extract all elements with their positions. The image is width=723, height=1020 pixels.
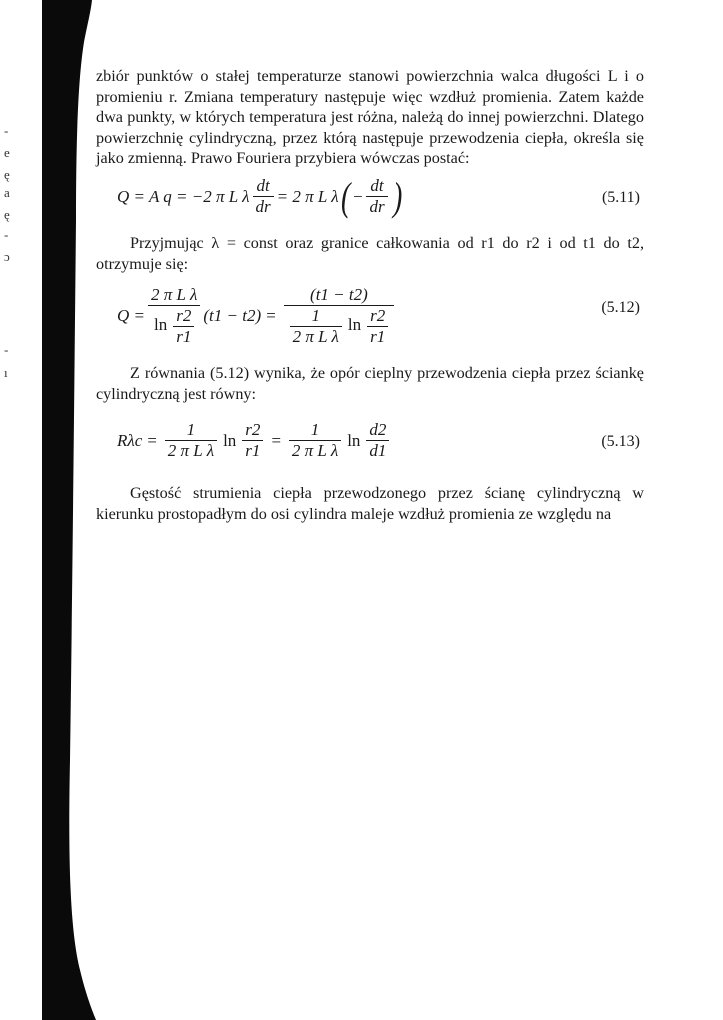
eq-denominator: 2 π L λ <box>289 440 341 461</box>
paragraph: Gęstość strumienia ciepła przewodzonego przez ścianę cylindryczną w kierunku prostopadłym do osi cylindra maleje wzdłuż promienia ze względu na <box>96 484 644 523</box>
edge-mark: a <box>4 185 10 200</box>
eq-lhs: Rλc <box>117 430 143 450</box>
eq-denominator: 2 π L λ <box>165 440 217 461</box>
equation-number: (5.12) <box>601 299 640 316</box>
eq-numerator: 2 π L λ <box>151 285 198 304</box>
eq-minus: − <box>351 186 364 206</box>
eq-denominator: r1 <box>242 440 263 461</box>
edge-mark: - <box>4 123 9 138</box>
eq-numerator: r2 <box>370 306 386 325</box>
eq-numerator: dt <box>256 176 270 195</box>
eq-numerator: (t1 − t2) <box>310 285 368 304</box>
edge-mark: e <box>4 145 10 160</box>
binding-shadow <box>0 0 100 1020</box>
paragraph: Z równania (5.12) wynika, że opór cieplny przewodzenia ciepła przez ściankę cylindryczną jest równy: <box>96 364 644 403</box>
eq-numerator: d2 <box>369 420 387 439</box>
eq-numerator: 1 <box>310 420 320 439</box>
equation-number: (5.13) <box>601 433 640 450</box>
eq-numerator: r2 <box>245 420 261 439</box>
eq-term: (t1 − t2) <box>203 306 262 325</box>
eq-numerator: dt <box>370 176 384 195</box>
eq-denominator: dr <box>366 196 387 217</box>
paragraph: zbiór punktów o stałej temperaturze stanowi powierzchnia walca długości L i o promieniu r. Zmiana temperatury następuje więc wzdłuż promienia. Zatem każde dwa punkty, w których temperatura jest różna, należą do innej powierzchni. Dlatego powierzchnię cylindryczną, przez którą następuje przewodzenia ciepła, określa się jako zmienną. Prawo Fouriera przybiera wówczas postać: <box>96 67 644 167</box>
eq-ln: ln <box>347 315 362 335</box>
right-paren: ) <box>392 173 402 219</box>
eq-denominator: d1 <box>366 440 389 461</box>
edge-mark: ę <box>4 207 10 222</box>
eq-numerator: 1 <box>311 306 320 325</box>
eq-middle: = 2 π L λ <box>276 186 339 206</box>
eq-lhs: Q = A q = −2 π L λ <box>117 186 250 206</box>
eq-ln: ln <box>347 430 361 450</box>
eq-numerator: 1 <box>186 420 196 439</box>
edge-mark: ı <box>4 365 8 380</box>
left-paren: ( <box>340 173 350 219</box>
edge-mark: - <box>4 342 9 357</box>
paragraph: Przyjmując λ = const oraz granice całkowania od r1 do r2 i od t1 do t2, otrzymuje się: <box>96 234 644 273</box>
equation-number: (5.11) <box>601 189 640 206</box>
eq-ln: ln <box>223 430 237 450</box>
eq-numerator: r2 <box>176 306 192 325</box>
edge-mark: - <box>4 227 9 242</box>
eq-denominator: 2 π L λ <box>290 326 342 347</box>
eq-denominator: dr <box>253 196 274 217</box>
edge-mark: ę <box>4 167 10 182</box>
eq-denominator: r1 <box>173 326 194 347</box>
eq-denominator: r1 <box>367 326 388 347</box>
eq-ln: ln <box>154 315 168 335</box>
eq-lhs: Q = <box>117 306 145 325</box>
edge-mark: ɔ <box>4 249 10 264</box>
